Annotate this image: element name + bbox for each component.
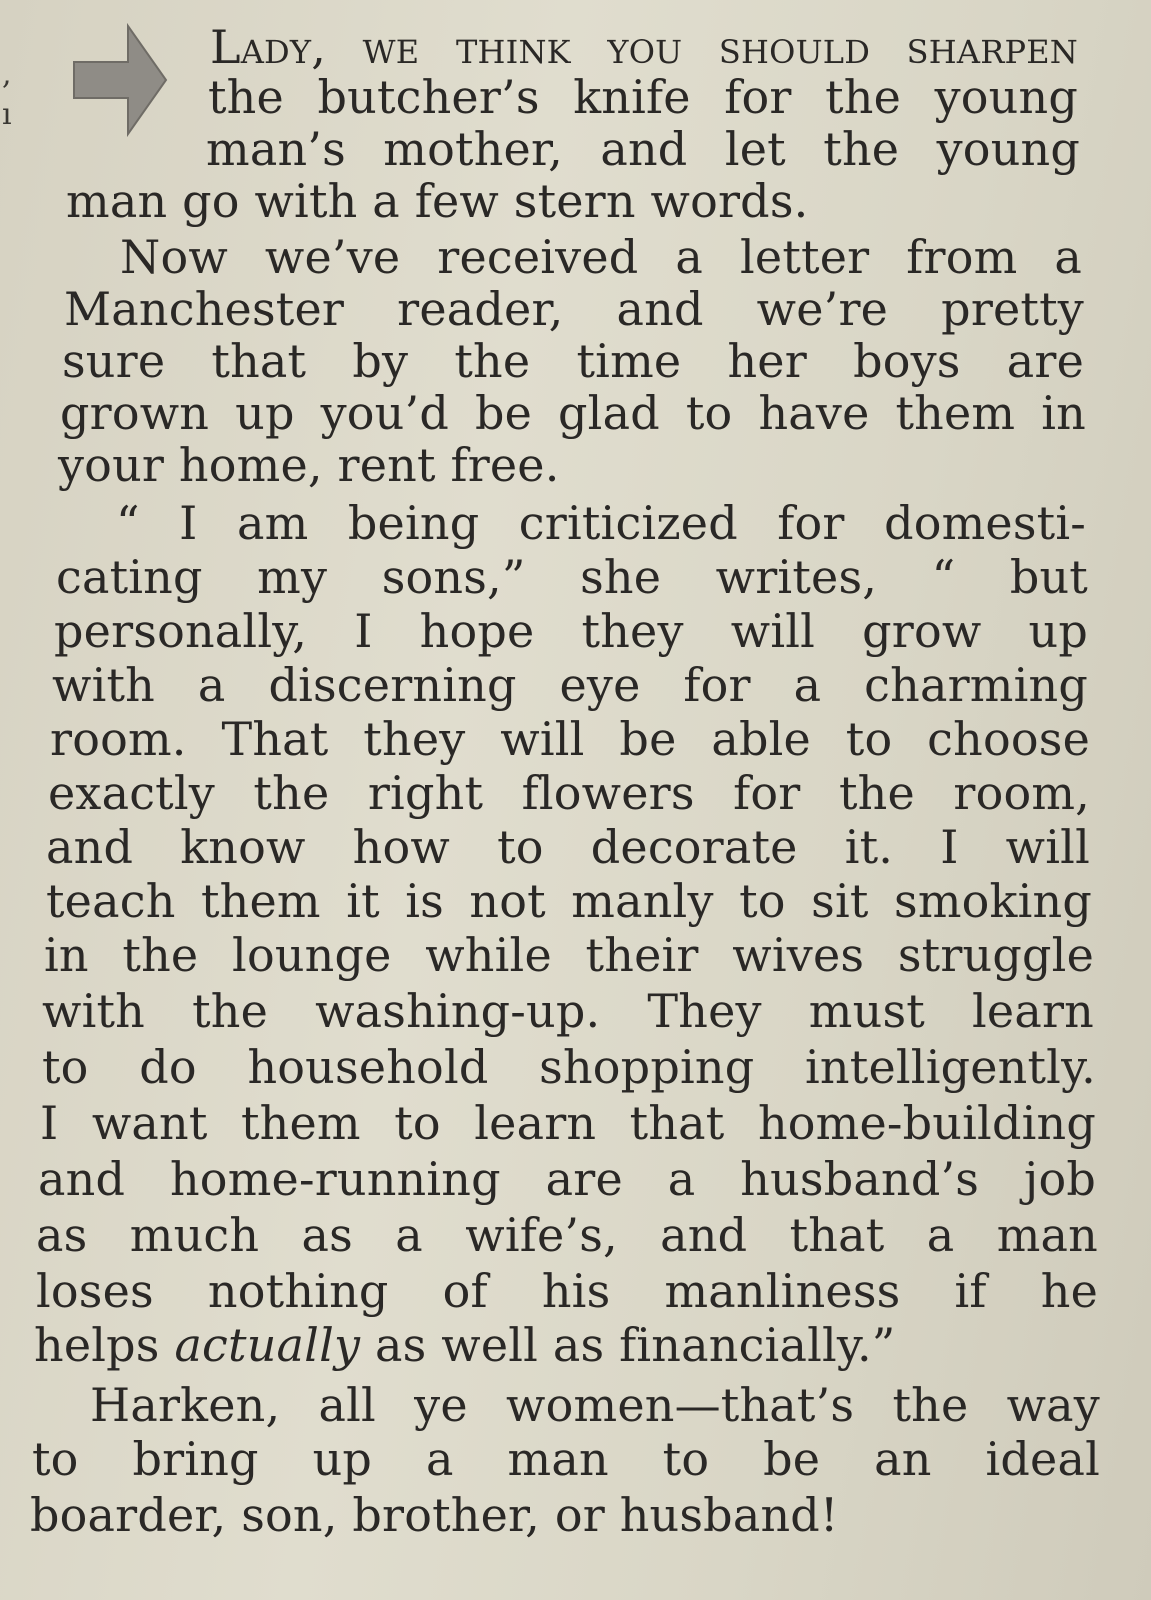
text-line: loses nothing of his manliness if he — [36, 1264, 1098, 1318]
text-line: I want them to learn that home-building — [40, 1096, 1096, 1150]
text-line: Now we’ve received a letter from a — [120, 230, 1082, 284]
text-line: Manchester reader, and we’re pretty — [64, 282, 1084, 336]
text-line: exactly the right flowers for the room, — [48, 766, 1090, 820]
text-line-part: helps — [34, 1318, 175, 1372]
text-line: sure that by the time her boys are — [62, 334, 1084, 388]
text-line-part — [360, 1318, 375, 1372]
text-line: “ I am being criticized for domesti- — [116, 496, 1086, 550]
text-line: your home, rent free. — [58, 438, 560, 492]
margin-mark: , — [2, 57, 12, 92]
text-line-content: Lady, we think you should sharpen — [210, 20, 1078, 74]
text-line: boarder, son, brother, or husband! — [30, 1488, 839, 1542]
text-line: personally, I hope they will grow up — [54, 604, 1088, 658]
text-line: grown up you’d be glad to have them in — [60, 386, 1086, 440]
text-line — [34, 1318, 896, 1372]
text-line: and home-running are a husband’s job — [38, 1152, 1096, 1206]
text-line-part: as well as financially.” — [375, 1318, 896, 1372]
text-line — [210, 20, 1078, 74]
text-line: the butcher’s knife for the young — [208, 70, 1078, 124]
text-line: with a discerning eye for a charming — [52, 658, 1088, 712]
margin-mark: ı — [2, 97, 12, 132]
text-line: room. That they will be able to choose — [50, 712, 1090, 766]
text-line: teach them it is not manly to sit smoking — [46, 874, 1092, 928]
text-line: Harken, all ye women—that’s the way — [90, 1378, 1100, 1432]
text-line: cating my sons,” she writes, “ but — [56, 550, 1088, 604]
text-line: as much as a wife’s, and that a man — [36, 1208, 1098, 1262]
text-line: and know how to decorate it. I will — [46, 820, 1090, 874]
arrow-icon — [70, 22, 170, 140]
text-line: to bring up a man to be an ideal — [32, 1432, 1100, 1486]
text-line: in the lounge while their wives struggle — [44, 928, 1094, 982]
text-line: with the washing-up. They must learn — [42, 984, 1094, 1038]
text-line: man’s mother, and let the young — [206, 122, 1080, 176]
left-margin-marks — [0, 0, 22, 1600]
text-line: to do household shopping intelligently. — [42, 1040, 1096, 1094]
emphasis-word: actually — [174, 1318, 361, 1372]
text-line: man go with a few stern words. — [66, 174, 809, 228]
